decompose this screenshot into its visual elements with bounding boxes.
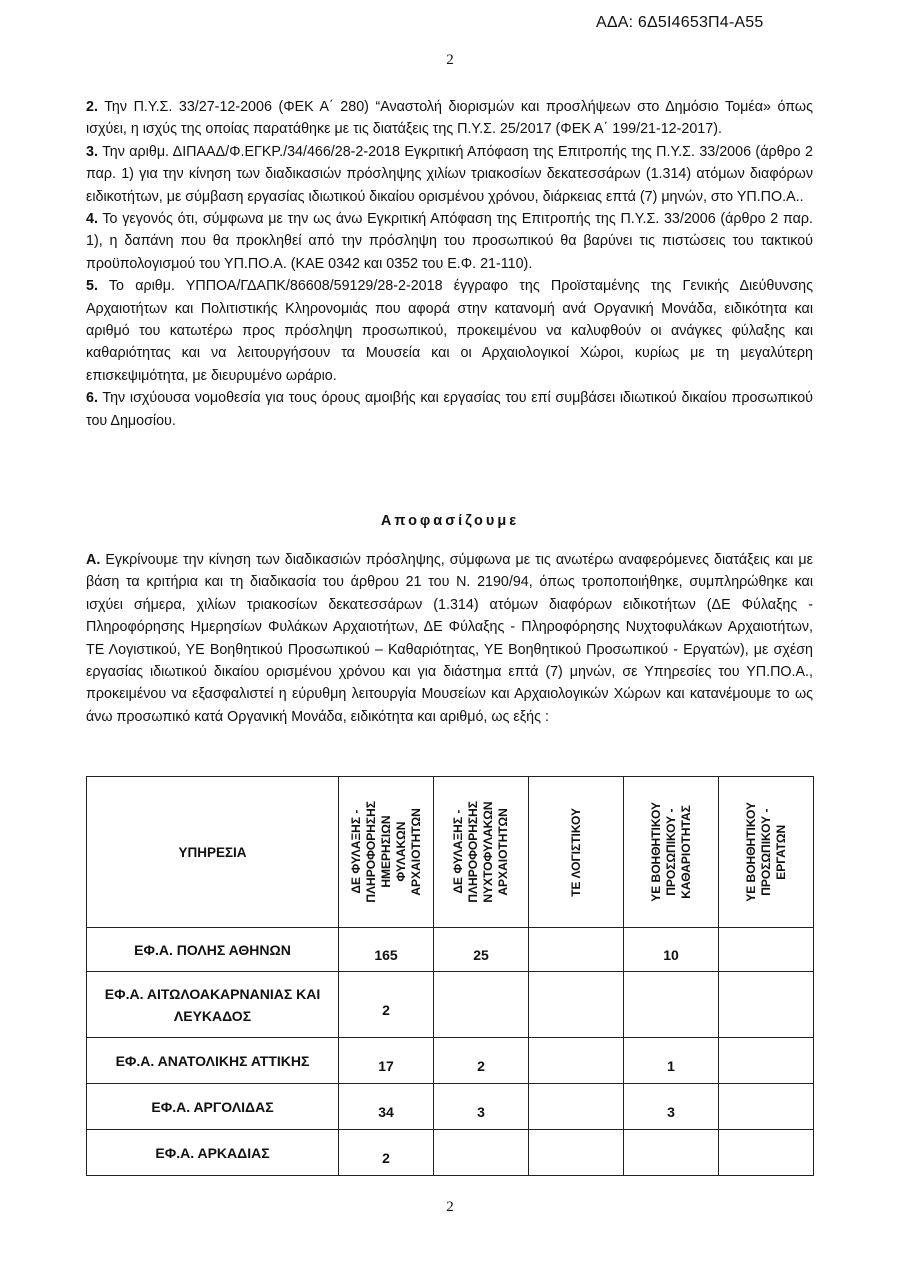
allocation-table <box>86 776 814 1176</box>
value-cell: 25 <box>434 928 529 972</box>
value-cell: 2 <box>339 1130 434 1176</box>
header-text: ΥΕ ΒΟΗΘΗΤΙΚΟΥ ΠΡΟΣΩΠΙΚΟΥ - ΚΑΘΑΡΙΟΤΗΤΑΣ <box>648 802 693 902</box>
header-text: ΔΕ ΦΥΛΑΞΗΣ - ΠΛΗΡΟΦΟΡΗΣΗΣ ΗΜΕΡΗΣΙΩΝ ΦΥΛΑΚΩΝ ΑΡΧΑΙΟΤΗΤΩΝ <box>348 801 423 903</box>
value-cell <box>529 972 624 1038</box>
value-cell <box>719 928 814 972</box>
item-text: Την ισχύουσα νομοθεσία για τους όρους αμοιβής και εργασίας του επί συμβάσει ιδιωτικού δικαίου προσωπικού του Δημοσίου. <box>86 390 813 429</box>
value-cell <box>719 972 814 1038</box>
table-row <box>87 928 814 972</box>
header-column <box>719 777 814 928</box>
value-cell <box>719 1084 814 1130</box>
value-cell <box>434 1130 529 1176</box>
consideration-item <box>86 141 813 208</box>
item-text: Την Π.Υ.Σ. 33/27-12-2006 (ΦΕΚ Α΄ 280) “Αναστολή διορισμών και προσλήψεων στο Δημόσιο Τομέα» όπως ισχύει, η ισχύς της οποίας παρατάθηκε με τις διατάξεις της Π.Υ.Σ. 25/2017 (ΦΕΚ Α΄ 199/21-12-2017). <box>86 99 813 138</box>
value-cell: 3 <box>434 1084 529 1130</box>
item-number: 5. <box>86 278 98 295</box>
table-row <box>87 1084 814 1130</box>
value-cell: 2 <box>339 972 434 1038</box>
value-cell: 1 <box>624 1038 719 1084</box>
decision-label: Α. <box>86 552 101 568</box>
service-cell: ΕΦ.Α. ΑΝΑΤΟΛΙΚΗΣ ΑΤΤΙΚΗΣ <box>87 1038 339 1084</box>
consideration-item <box>86 208 813 275</box>
header-service: ΥΠΗΡΕΣΙΑ <box>87 777 339 928</box>
consideration-item <box>86 387 813 432</box>
consideration-item <box>86 275 813 387</box>
consideration-item <box>86 96 813 141</box>
header-column <box>624 777 719 928</box>
value-cell: 34 <box>339 1084 434 1130</box>
value-cell <box>624 972 719 1038</box>
value-cell <box>719 1130 814 1176</box>
value-cell <box>624 1130 719 1176</box>
value-cell: 165 <box>339 928 434 972</box>
service-cell: ΕΦ.Α. ΑΡΓΟΛΙΔΑΣ <box>87 1084 339 1130</box>
value-cell <box>719 1038 814 1084</box>
table-row <box>87 1038 814 1084</box>
value-cell: 2 <box>434 1038 529 1084</box>
header-column <box>339 777 434 928</box>
value-cell <box>529 928 624 972</box>
header-text: ΤΕ ΛΟΓΙΣΤΙΚΟΥ <box>568 807 583 897</box>
decision-text: Εγκρίνουμε την κίνηση των διαδικασιών πρόσληψης, σύμφωνα με τις ανωτέρω αναφερόμενες διατάξεις και με βάση τα κριτήρια και τη διαδικασία του άρθρου 21 του Ν. 2190/94, όπως τροποποιήθηκε, συμπληρώθηκε και ισχύει σήμερα, χιλίων τριακοσίων δεκατεσσάρων (1.314) ατόμων διαφόρων ειδικοτήτων (ΔΕ Φύλαξης - Πληροφόρησης Ημερησίων Φυλάκων Αρχαιοτήτων, ΔΕ Φύλαξης - Πληροφόρησης Νυχτοφυλάκων Αρχαιοτήτων, ΤΕ Λογιστικού, ΥΕ Βοηθητικού Προσωπικού – Καθαριότητας, ΥΕ Βοηθητικού Προσωπικού - Εργατών), με σχέση εργασίας ιδιωτικού δικαίου ορισμένου χρόνου και για διάστημα επτά (7) μηνών, σε Υπηρεσίες του ΥΠ.ΠΟ.Α., προκειμένου να εξασφαλιστεί η εύρυθμη λειτουργία Μουσείων και Αρχαιολογικών Χώρων και κατανέμουμε το ως άνω προσωπικό κατά Οργανική Μονάδα, ειδικότητα και αριθμό, ως εξής : <box>86 552 813 725</box>
value-cell <box>529 1130 624 1176</box>
decision-paragraph <box>86 549 813 728</box>
value-cell <box>529 1084 624 1130</box>
item-number: 2. <box>86 99 98 115</box>
table-row <box>87 972 814 1038</box>
item-text: Το γεγονός ότι, σύμφωνα με την ως άνω Εγκριτική Απόφαση της Επιτροπής της Π.Υ.Σ. 33/2006 (άρθρο 2 παρ. 1), η δαπάνη που θα προκληθεί από την πρόσληψη του προσωπικού θα βαρύνει τις πιστώσεις του τακτικού προϋπολογισμού του ΥΠ.ΠΟ.Α. (ΚΑΕ 0342 και 0352 του Ε.Φ. 21-110). <box>86 211 813 272</box>
item-text: Το αριθμ. ΥΠΠΟΑ/ΓΔΑΠΚ/86608/59129/28-2-2018 έγγραφο της Προϊσταμένης της Γενικής Διεύθυνσης Αρχαιοτήτων και Πολιτιστικής Κληρονομιάς που αφορά στην κατανομή ανά Οργανική Μονάδα, ειδικότητα και αριθμό του κατωτέρω προς πρόσληψη προσωπικού, προκειμένου να καλυφθούν οι ανάγκες φύλαξης και καθαριότητας και να λειτουργήσουν τα Μουσεία και οι Αρχαιολογικοί Χώροι, κυρίως με τη μεγαλύτερη επισκεψιμότητα, με διευρυμένο ωράριο. <box>86 278 813 384</box>
header-text: ΥΕ ΒΟΗΘΗΤΙΚΟΥ ΠΡΟΣΩΠΙΚΟΥ - ΕΡΓΑΤΩΝ <box>743 802 788 902</box>
item-number: 6. <box>86 390 98 407</box>
page-number-top: 2 <box>446 52 454 68</box>
page-number-bottom: 2 <box>446 1199 454 1215</box>
table-row <box>87 1130 814 1176</box>
value-cell <box>434 972 529 1038</box>
item-number: 4. <box>86 211 98 228</box>
value-cell: 10 <box>624 928 719 972</box>
table-header-row <box>87 777 814 928</box>
value-cell: 3 <box>624 1084 719 1130</box>
item-text: Την αριθμ. ΔΙΠΑΑΔ/Φ.ΕΓΚΡ./34/466/28-2-2018 Εγκριτική Απόφαση της Επιτροπής της Π.Υ.Σ. 33/2006 (άρθρο 2 παρ. 1) για την κίνηση των διαδικασιών πρόσληψης χιλίων τριακοσίων δεκατεσσάρων (1.314) ατόμων διαφόρων ειδικοτήτων, με σύμβαση εργασίας ιδιωτικού δικαίου ορισμένου χρόνου, διάρκειας επτά (7) μηνών, στο ΥΠ.ΠΟ.Α.. <box>86 143 813 205</box>
header-column <box>529 777 624 928</box>
value-cell: 17 <box>339 1038 434 1084</box>
ada-code: ΑΔΑ: 6Δ5Ι4653Π4-Α55 <box>596 14 764 31</box>
considerations-list <box>86 96 813 432</box>
header-text: ΔΕ ΦΥΛΑΞΗΣ - ΠΛΗΡΟΦΟΡΗΣΗΣ ΝΥΧΤΟΦΥΛΑΚΩΝ ΑΡΧΑΙΟΤΗΤΩΝ <box>451 801 510 903</box>
item-number: 3. <box>86 143 98 160</box>
service-cell: ΕΦ.Α. ΑΙΤΩΛΟΑΚΑΡΝΑΝΙΑΣ ΚΑΙ ΛΕΥΚΑΔΟΣ <box>87 972 339 1038</box>
service-cell: ΕΦ.Α. ΠΟΛΗΣ ΑΘΗΝΩΝ <box>87 928 339 972</box>
decision-heading: Αποφασίζουμε <box>380 513 520 529</box>
value-cell <box>529 1038 624 1084</box>
service-cell: ΕΦ.Α. ΑΡΚΑΔΙΑΣ <box>87 1130 339 1176</box>
header-column <box>434 777 529 928</box>
